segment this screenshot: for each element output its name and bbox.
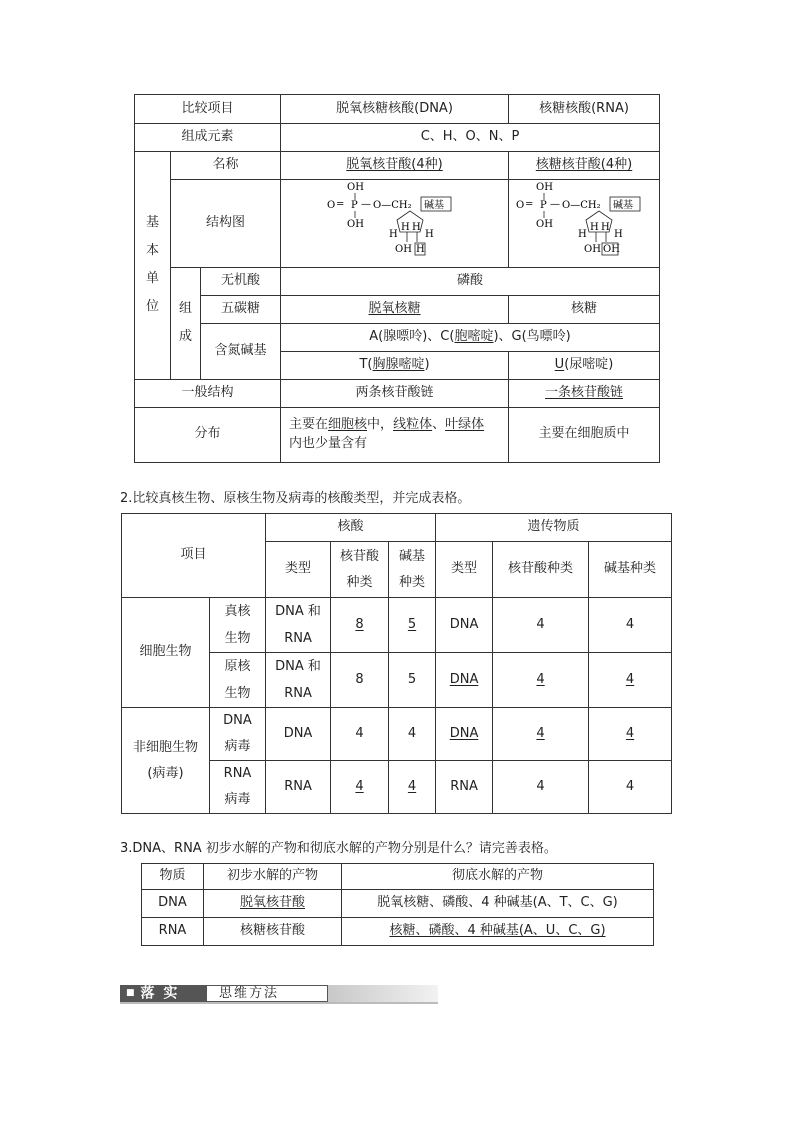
phosphorus: P bbox=[350, 200, 358, 211]
inorganic-value: 磷酸 bbox=[281, 267, 660, 295]
name-label: 名称 bbox=[171, 152, 281, 180]
general-structure-label: 一般结构 bbox=[135, 379, 281, 407]
rna-phosphate-o: O bbox=[516, 200, 525, 211]
row-name-text: 原核生物 bbox=[224, 659, 251, 701]
header-compare-item: 比较项目 bbox=[135, 95, 281, 124]
non-cell-text: 非细胞生物 (病毒) bbox=[132, 739, 198, 781]
sugar-label: 五碳糖 bbox=[201, 295, 281, 323]
banner-gradient bbox=[328, 985, 438, 1002]
mito-underlined: 线粒体 bbox=[393, 417, 433, 432]
row-name bbox=[210, 653, 266, 708]
bottom-oh: OH bbox=[394, 244, 412, 255]
non-cell-label bbox=[122, 708, 210, 814]
composition-label bbox=[171, 267, 201, 379]
distribution-label: 分布 bbox=[135, 407, 281, 462]
base-kinds2-header: 碱基种类 bbox=[589, 542, 672, 598]
sugar-rna: 核糖 bbox=[509, 295, 660, 323]
thymine-underlined: 胸腺嘧啶 bbox=[372, 356, 425, 372]
row-gnuc: 4 bbox=[493, 708, 589, 761]
row-name-text: 真核生物 bbox=[224, 604, 251, 646]
base-dna: T(胸腺嘧啶) bbox=[281, 351, 509, 379]
row-nuc: 4 bbox=[331, 708, 389, 761]
row-name-text: DNA病毒 bbox=[223, 713, 252, 754]
ch2-group: O—CH₂ bbox=[372, 200, 412, 211]
rna-structure-diagram bbox=[509, 180, 660, 268]
row-gtype: DNA bbox=[436, 653, 493, 708]
row-gbase: 4 bbox=[589, 708, 672, 761]
project-label: 项目 bbox=[122, 514, 266, 598]
row-base: 4 bbox=[389, 708, 436, 761]
nucleotide-kinds2-header: 核苷酸种类 bbox=[493, 542, 589, 598]
r2-initial: 核糖核苷酸 bbox=[204, 918, 342, 946]
rna-ring-h3: H bbox=[601, 222, 610, 233]
row-base: 5 bbox=[389, 653, 436, 708]
genetic-material-header: 遗传物质 bbox=[436, 514, 672, 542]
rna-ring-h1: H bbox=[578, 229, 587, 240]
type2-header: 类型 bbox=[436, 542, 493, 598]
row-type bbox=[266, 653, 331, 708]
distribution-rna: 主要在细胞质中 bbox=[509, 407, 660, 462]
rna-base-box: 碱基 bbox=[613, 200, 634, 211]
row-type bbox=[266, 598, 331, 653]
name-dna: 脱氧核苷酸(4种) bbox=[281, 152, 509, 180]
row-gnuc: 4 bbox=[493, 653, 589, 708]
row-nuc: 8 bbox=[331, 653, 389, 708]
row-nuc: 4 bbox=[331, 761, 389, 814]
ring-h2: H bbox=[400, 222, 410, 233]
rna-bottom-oh: OH bbox=[584, 244, 601, 255]
inorganic-label: 无机酸 bbox=[201, 267, 281, 295]
ring-h4: H bbox=[424, 229, 434, 240]
nucleotide-kinds-text: 核苷酸种类 bbox=[340, 548, 380, 590]
boxed-h: H bbox=[415, 244, 425, 255]
row-gbase: 4 bbox=[589, 761, 672, 814]
rna-double-bond: = bbox=[525, 199, 534, 210]
deoxynucleotide-structure bbox=[325, 180, 465, 260]
rna-ring-h4: H bbox=[614, 229, 623, 240]
row-gtype: DNA bbox=[436, 598, 493, 653]
double-bond: = bbox=[335, 199, 344, 210]
organism-nucleic-acid-table bbox=[121, 513, 672, 814]
base-kinds-text: 碱基种类 bbox=[399, 548, 426, 590]
h3-substance: 物质 bbox=[142, 864, 204, 890]
base-box: 碱基 bbox=[423, 200, 444, 211]
header-rna: 核糖核酸(RNA) bbox=[509, 95, 660, 124]
name-rna: 核糖核苷酸(4种) bbox=[509, 152, 660, 180]
row-gtype: DNA bbox=[436, 708, 493, 761]
row-gbase: 4 bbox=[589, 653, 672, 708]
rna-phosphate-oh-bottom: OH bbox=[536, 219, 553, 230]
banner-light: 思维方法 bbox=[206, 985, 328, 1002]
row-type: DNA bbox=[266, 708, 331, 761]
distribution-dna-line1: 主要在细胞核中，线粒体、叶绿体 bbox=[289, 417, 485, 432]
boxed-oh: OH bbox=[603, 244, 620, 255]
ring-h1: H bbox=[388, 229, 398, 240]
h3-initial: 初步水解的产物 bbox=[204, 864, 342, 890]
header-dna: 脱氧核糖核酸(DNA) bbox=[281, 95, 509, 124]
phosphate-oh-top: OH bbox=[346, 182, 364, 193]
phosphate-o: O bbox=[326, 200, 335, 211]
row-type-text: DNA 和 RNA bbox=[275, 604, 321, 646]
row-base: 4 bbox=[389, 761, 436, 814]
rna-phosphate-oh-top: OH bbox=[536, 182, 553, 193]
bond-dash: — bbox=[360, 199, 371, 210]
row-name-text: RNA病毒 bbox=[223, 766, 252, 807]
bases-common: A(腺嘌呤)、C(胞嘧啶)、G(鸟嘌呤) bbox=[281, 323, 660, 351]
base-kinds-header bbox=[389, 542, 436, 598]
r1-substance: DNA bbox=[142, 890, 204, 918]
row-type: RNA bbox=[266, 761, 331, 814]
phosphate-oh-bottom: OH bbox=[346, 219, 364, 230]
base-rna: U(尿嘧啶) bbox=[509, 351, 660, 379]
general-rna: 一条核苷酸链 bbox=[509, 379, 660, 407]
basic-unit-label bbox=[135, 152, 171, 380]
rna-phosphorus: P bbox=[540, 200, 547, 211]
r2-substance: RNA bbox=[142, 918, 204, 946]
ring-h3: H bbox=[411, 222, 421, 233]
uracil-letter: U bbox=[554, 356, 565, 372]
dna-rna-comparison-table bbox=[134, 94, 660, 463]
section-banner bbox=[120, 982, 438, 1004]
row-type-text: DNA 和 RNA bbox=[275, 659, 321, 701]
composition-text: 组成 bbox=[178, 301, 192, 345]
cell-org-label: 细胞生物 bbox=[122, 598, 210, 708]
distribution-dna-line2: 内也少量含有 bbox=[289, 435, 368, 451]
banner-rule bbox=[120, 1002, 438, 1004]
row-gnuc: 4 bbox=[493, 761, 589, 814]
banner-dark-text: 落 实 bbox=[140, 985, 180, 1002]
row-gbase: 4 bbox=[589, 598, 672, 653]
base-label: 含氮碱基 bbox=[201, 323, 281, 379]
nucleus-underlined: 细胞核 bbox=[328, 417, 368, 432]
banner-dark bbox=[120, 985, 206, 1002]
row-gnuc: 4 bbox=[493, 598, 589, 653]
r1-complete: 脱氧核糖、磷酸、4 种碱基(A、T、C、G) bbox=[342, 890, 654, 918]
row-name bbox=[210, 761, 266, 814]
row-gtype: RNA bbox=[436, 761, 493, 814]
cytosine-underlined: 胞嘧啶 bbox=[454, 328, 494, 344]
elements-value: C、H、O、N、P bbox=[281, 124, 660, 152]
banner-marker-icon: ■ bbox=[126, 988, 137, 998]
row-name bbox=[210, 708, 266, 761]
dna-structure-diagram bbox=[281, 180, 509, 268]
row-name bbox=[210, 598, 266, 653]
hydrolysis-table bbox=[141, 863, 654, 946]
r2-complete: 核糖、磷酸、4 种碱基(A、U、C、G) bbox=[342, 918, 654, 946]
sugar-dna: 脱氧核糖 bbox=[281, 295, 509, 323]
ribonucleotide-structure bbox=[514, 180, 654, 260]
general-dna: 两条核苷酸链 bbox=[281, 379, 509, 407]
heading-3: 3.DNA、RNA 初步水解的产物和彻底水解的产物分别是什么？请完善表格。 bbox=[120, 841, 557, 856]
nucleic-acid-header: 核酸 bbox=[266, 514, 436, 542]
rna-bond-dash: — bbox=[550, 199, 561, 210]
structure-label: 结构图 bbox=[171, 180, 281, 268]
chloro-underlined: 叶绿体 bbox=[445, 417, 485, 432]
basic-unit-text: 基本单位 bbox=[145, 215, 159, 315]
r1-initial: 脱氧核苷酸 bbox=[204, 890, 342, 918]
h3-complete: 彻底水解的产物 bbox=[342, 864, 654, 890]
row-nuc: 8 bbox=[331, 598, 389, 653]
elements-label: 组成元素 bbox=[135, 124, 281, 152]
nucleotide-kinds-header bbox=[331, 542, 389, 598]
rna-ring-h2: H bbox=[590, 222, 599, 233]
row-base: 5 bbox=[389, 598, 436, 653]
heading-2: 2.比较真核生物、原核生物及病毒的核酸类型，并完成表格。 bbox=[120, 491, 471, 506]
distribution-dna bbox=[281, 407, 509, 462]
rna-ch2-group: O—CH₂ bbox=[562, 200, 601, 211]
type-header: 类型 bbox=[266, 542, 331, 598]
